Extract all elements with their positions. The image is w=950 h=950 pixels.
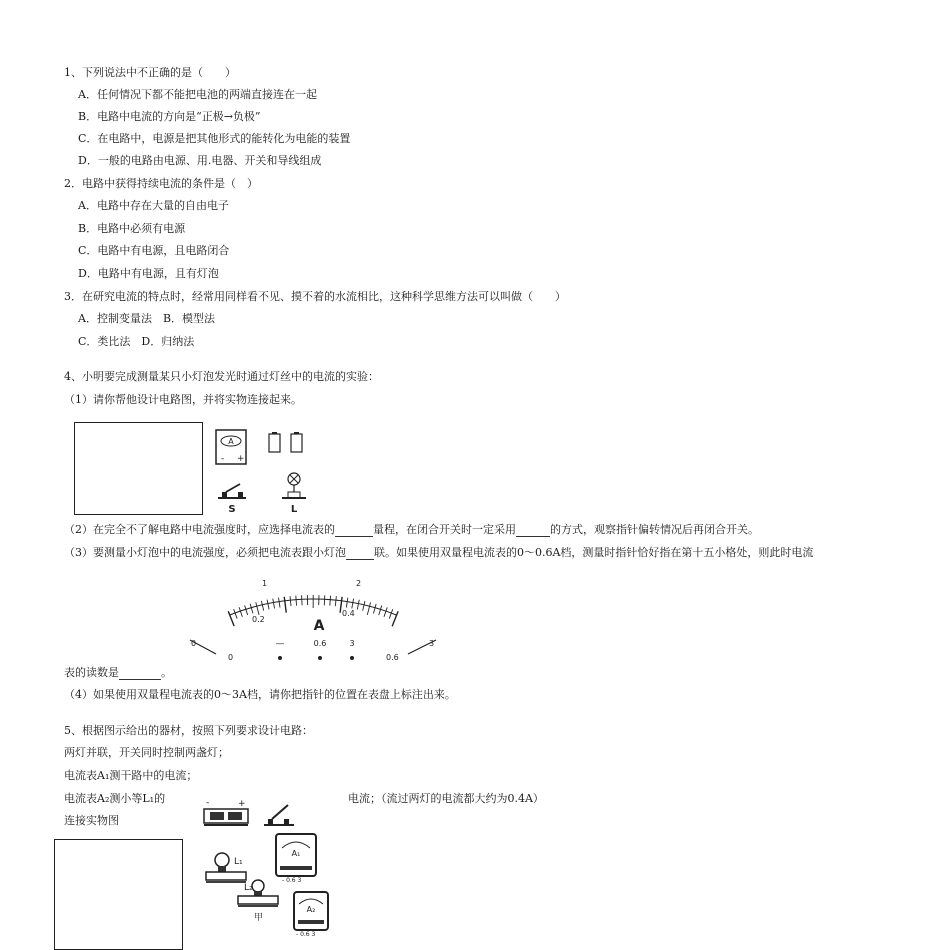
q4-part4: （4）如果使用双量程电流表的0～3A档，请你把指针的位置在表盘上标注出来。 xyxy=(64,688,456,701)
ammeter-symbol: A xyxy=(228,437,234,446)
dial-terminal-minus: — xyxy=(275,639,285,649)
q5-stem: 5、根据图示给出的器材，按照下列要求设计电路： xyxy=(64,724,313,737)
q1-option-c: C．在电路中，电源是把其他形式的能转化为电能的装置 xyxy=(78,132,351,145)
battery-pack-icon xyxy=(204,798,248,825)
battery-plus: + xyxy=(238,799,246,809)
q5-requirement-2: 电流表A₁测干路中的电流； xyxy=(64,769,198,782)
ammeter-dial-figure[interactable] xyxy=(186,574,440,666)
switch-icon xyxy=(218,484,246,515)
dial-tick xyxy=(284,597,286,613)
dial-tick xyxy=(335,596,336,606)
dial-tick xyxy=(367,602,370,615)
q4-part3-d: 。 xyxy=(161,666,172,679)
dial-tick xyxy=(290,596,291,606)
q2-option-a: A．电路中存在大量的自由电子 xyxy=(78,199,229,212)
ammeter-a2-icon xyxy=(294,892,328,938)
lamp-l2-label: L₂ xyxy=(244,883,253,893)
q2-option-d: D．电路中有电源，且有灯泡 xyxy=(78,267,219,280)
dial-tick xyxy=(346,598,348,608)
dial-lower-0-2: 0.2 xyxy=(252,615,265,624)
dial-tick xyxy=(245,605,248,615)
dial-lower-0: 0 xyxy=(228,653,234,662)
q4-part2-c: 的方式，观察指针偏转情况后再闭合开关。 xyxy=(550,523,759,536)
q1-option-d: D．一般的电路由电源、用.电器、开关和导线组成 xyxy=(78,154,322,167)
figure-label-jia: 甲 xyxy=(254,913,264,923)
dial-tick xyxy=(267,600,269,610)
q3-stem: 3．在研究电流的特点时，经常用同样看不见、摸不着的水流相比，这种科学思维方法可以叫做（ ） xyxy=(64,290,566,303)
q4-stem: 4、小明要完成测量某只小灯泡发光时通过灯丝中的电流的实验： xyxy=(64,370,379,383)
ammeter-a1-scale: - 0.6 3 xyxy=(282,877,302,884)
q4-reading-blank[interactable] xyxy=(119,668,161,680)
ammeter-a1-label: A₁ xyxy=(291,849,301,858)
dial-tick xyxy=(239,607,242,616)
dial-tick xyxy=(357,600,359,610)
ammeter-a2-label: A₂ xyxy=(306,905,316,914)
dial-label-2: 2 xyxy=(356,579,362,588)
q4-part2-a: （2）在完全不了解电路中电流强度时，应选择电流表的 xyxy=(64,523,335,536)
q4-part2 xyxy=(64,523,759,537)
dial-label-1: 1 xyxy=(262,579,268,588)
q4-components-figure xyxy=(210,424,320,516)
q4-part3-c: 表的读数是 xyxy=(64,666,119,679)
switch-label: S xyxy=(228,504,236,515)
dial-tick xyxy=(330,596,331,606)
q4-part2-b: 量程，在闭合开关时一定采用 xyxy=(373,523,516,536)
lamp-l2-icon xyxy=(238,880,278,923)
dial-tick xyxy=(324,595,325,605)
ammeter-a2-scale: - 0.6 3 xyxy=(296,931,316,938)
dial-tick xyxy=(389,609,392,618)
q3-option-cd: C．类比法 D．归纳法 xyxy=(78,335,195,348)
q1-stem: 1、下列说法中不正确的是（ ） xyxy=(64,66,236,79)
q1-option-b: B．电路中电流的方向是“正极→负极” xyxy=(78,110,261,123)
dial-lower-0-6: 0.6 xyxy=(386,653,399,662)
dial-tick xyxy=(256,602,259,615)
dial-terminal-3: 3 xyxy=(349,639,355,648)
q4-range-blank[interactable] xyxy=(335,525,373,537)
dial-tick xyxy=(279,598,281,608)
q4-part3-a: （3）要测量小灯泡中的电流强度，必须把电流表跟小灯泡 xyxy=(64,546,346,559)
q2-option-b: B．电路中必须有电源 xyxy=(78,222,186,235)
battery-minus: - xyxy=(206,798,210,808)
q2-stem: 2．电路中获得持续电流的条件是（ ） xyxy=(64,177,258,190)
dial-tick xyxy=(273,599,275,609)
dial-tick xyxy=(250,604,253,614)
ammeter-plus: + xyxy=(237,454,245,464)
dial-tick xyxy=(352,599,354,609)
ammeter-icon xyxy=(216,430,246,464)
lamp-l1-icon xyxy=(206,853,246,882)
dial-terminal-dot-minus xyxy=(278,656,282,660)
dial-unit: A xyxy=(313,618,325,634)
battery-icon xyxy=(269,432,302,452)
lamp-icon xyxy=(282,473,306,515)
dial-terminal-dot-3 xyxy=(350,656,354,660)
q5-requirement-3: 电流表A₂测小等L₁的 xyxy=(64,792,166,805)
dial-lower-0-4: 0.4 xyxy=(342,609,355,618)
dial-tick xyxy=(379,606,382,616)
q5-requirement-4: 连接实物图 xyxy=(64,814,119,827)
q4-part3-reading xyxy=(64,666,172,680)
q3-option-ab: A．控制变量法 B．模型法 xyxy=(78,312,216,325)
dial-tick xyxy=(384,607,387,616)
q5-circuit-drawing-area[interactable] xyxy=(54,839,183,950)
q1-option-a: A．任何情况下都不能把电池的两端直接连在一起 xyxy=(78,88,317,101)
q4-circuit-drawing-area[interactable] xyxy=(74,422,203,515)
dial-tick xyxy=(373,604,376,614)
dial-label-3: 3 xyxy=(429,639,435,648)
dial-tick xyxy=(234,609,237,618)
dial-tick xyxy=(261,601,263,611)
q4-method-blank[interactable] xyxy=(516,525,550,537)
dial-terminal-0-6: 0.6 xyxy=(313,639,327,648)
q5-requirement-3-tail: 电流；（流过两灯的电流都大约为0.4A） xyxy=(348,792,544,805)
q5-components-figure xyxy=(198,796,338,946)
q5-requirement-1: 两灯并联，开关同时控制两盏灯； xyxy=(64,746,229,759)
dial-tick xyxy=(296,596,297,606)
ammeter-a1-icon xyxy=(276,834,316,884)
q4-part3-b: 联。如果使用双量程电流表的0～0.6A档，测量时指针恰好指在第十五小格处，则此时电流 xyxy=(374,546,814,559)
switch-icon xyxy=(264,805,294,825)
dial-tick xyxy=(363,601,365,611)
lamp-label: L xyxy=(290,504,298,515)
q4-connection-blank[interactable] xyxy=(346,548,374,560)
q2-option-c: C．电路中有电源，且电路闭合 xyxy=(78,244,230,257)
dial-zero-upper: 0 xyxy=(191,639,197,648)
dial-terminal-dot-0-6 xyxy=(318,656,322,660)
lamp-l1-label: L₁ xyxy=(234,857,243,867)
q4-part1: （1）请你帮他设计电路图，并将实物连接起来。 xyxy=(64,393,302,406)
ammeter-minus: - xyxy=(221,454,225,464)
q4-part3 xyxy=(64,546,813,560)
